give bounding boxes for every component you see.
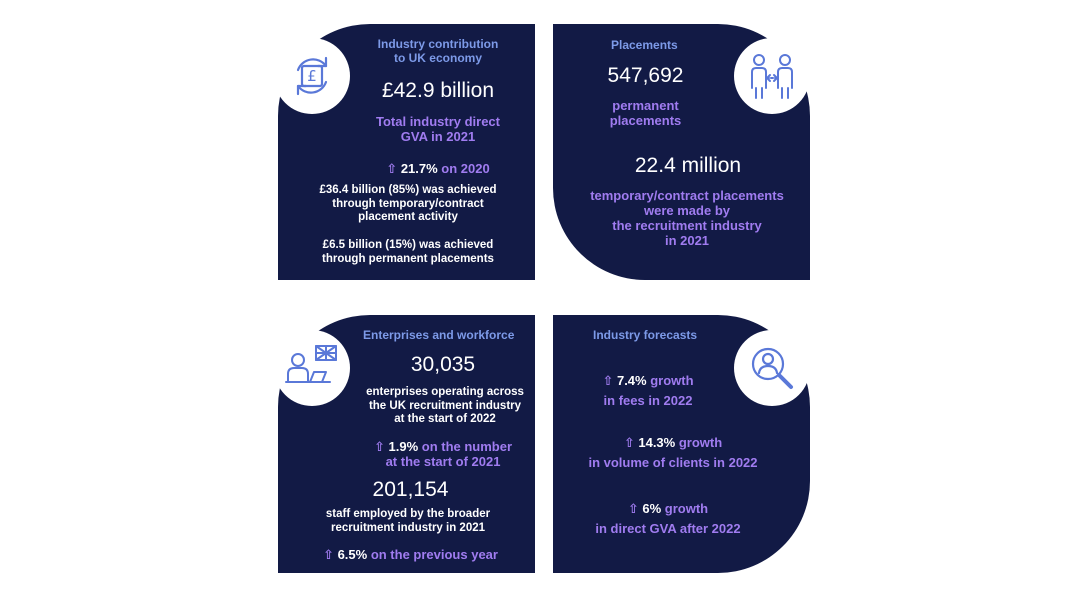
placements-title: Placements [611,38,678,52]
economy-perm-text: £6.5 billion (15%) was achieved through permanent placements [322,239,494,265]
enterprises-change2: ⇧ 6.5% on the previous year [323,547,498,562]
economy-temp-text: £36.4 billion (85%) was achieved through temporary/contract placement activity [319,184,497,223]
economy-title: Industry contribution to UK economy [377,37,499,65]
economy-value: £42.9 billion [381,79,495,102]
svg-text:£: £ [307,67,317,85]
enterprises-title: Enterprises and workforce [363,328,515,342]
search-person-icon [734,330,810,406]
worker-uk-flag-icon [274,330,350,406]
enterprises-change1: ⇧ 1.9% on the number at the start of 2021 [373,439,513,469]
up-arrow-icon: ⇧ [386,161,398,176]
forecast-item-clients: ⇧ 14.3% growth in volume of clients in 2022 [588,435,758,470]
up-arrow-icon: ⇧ [602,373,614,388]
people-exchange-icon [734,38,810,114]
enterprises-staff-value: 201,154 [372,478,449,501]
enterprises-value: 30,035 [410,353,476,376]
placements-perm-value: 547,692 [607,64,684,87]
economy-subtitle: Total industry direct GVA in 2021 [376,114,500,144]
forecast-item-gva: ⇧ 6% growth in direct GVA after 2022 [595,501,741,536]
enterprises-text: enterprises operating across the UK recruitment industry at the start of 2022 [366,386,524,425]
enterprises-staff-text: staff employed by the broader recruitment industry in 2021 [325,508,491,534]
pound-cycle-icon [274,38,350,114]
forecast-item-fees: ⇧ 7.4% growth in fees in 2022 [602,373,694,408]
placements-perm-label: permanent placements [609,98,682,128]
up-arrow-icon: ⇧ [373,439,385,454]
economy-change: ⇧ 21.7% on 2020 [386,161,490,176]
placements-temp-label: temporary/contract placements were made by the recruitment industry in 2021 [590,188,784,248]
up-arrow-icon: ⇧ [627,501,639,516]
up-arrow-icon: ⇧ [323,547,334,562]
forecasts-title: Industry forecasts [593,328,698,342]
up-arrow-icon: ⇧ [623,435,635,450]
placements-temp-value: 22.4 million [634,154,742,177]
